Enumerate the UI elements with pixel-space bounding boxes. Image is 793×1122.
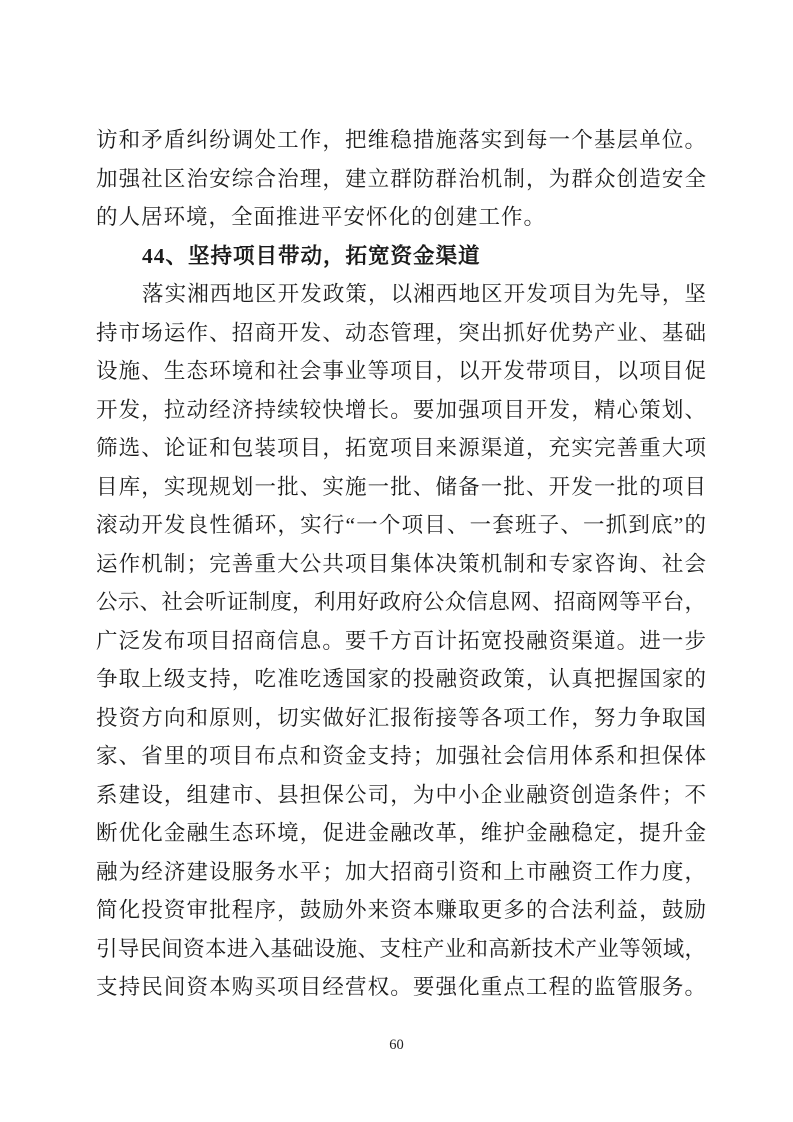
paragraph-line: 引导民间资本进入基础设施、支柱产业和高新技术产业等领域， xyxy=(96,936,706,961)
paragraph-line: 简化投资审批程序，鼓励外来资本赚取更多的合法利益，鼓励 xyxy=(96,898,706,922)
section-heading: 44、坚持项目带动，拓宽资金渠道 xyxy=(142,243,481,268)
paragraph-line: 家、省里的项目布点和资金支持；加强社会信用体系和担保体 xyxy=(96,744,706,768)
paragraph-line: 目库，实现规划一批、实施一批、储备一批、开发一批的项目 xyxy=(96,474,706,499)
paragraph-line: 筛选、论证和包装项目，拓宽项目来源渠道，充实完善重大项 xyxy=(96,436,706,460)
page-number: 60 xyxy=(389,1037,404,1053)
paragraph-line: 的人居环境，全面推进平安怀化的创建工作。 xyxy=(96,205,547,229)
paragraph-line: 运作机制；完善重大公共项目集体决策机制和专家咨询、社会 xyxy=(96,551,706,576)
paragraph-line: 设施、生态环境和社会事业等项目，以开发带项目，以项目促 xyxy=(96,359,706,383)
paragraph-line: 融为经济建设服务水平；加大招商引资和上市融资工作力度， xyxy=(96,859,706,884)
paragraph-line: 持市场运作、招商开发、动态管理，突出抓好优势产业、基础 xyxy=(96,320,706,345)
paragraph-line: 加强社区治安综合治理，建立群防群治机制，为群众创造安全 xyxy=(96,166,706,191)
paragraph-line: 滚动开发良性循环，实行“一个项目、一套班子、一抓到底”的 xyxy=(96,513,706,537)
paragraph-line: 支持民间资本购买项目经营权。要强化重点工程的监管服务。 xyxy=(96,975,706,999)
paragraph-line: 断优化金融生态环境，促进金融改革，维护金融稳定，提升金 xyxy=(96,821,706,845)
paragraph-line: 访和矛盾纠纷调处工作，把维稳措施落实到每一个基层单位。 xyxy=(96,128,706,152)
paragraph-line: 广泛发布项目招商信息。要千方百计拓宽投融资渠道。进一步 xyxy=(96,628,706,653)
paragraph-line: 系建设，组建市、县担保公司，为中小企业融资创造条件；不 xyxy=(96,782,706,807)
paragraph-line: 落实湘西地区开发政策，以湘西地区开发项目为先导，坚 xyxy=(142,282,706,306)
paragraph-line: 争取上级支持，吃准吃透国家的投融资政策，认真把握国家的 xyxy=(96,667,706,691)
text-column xyxy=(96,121,706,1007)
paragraph-line: 开发，拉动经济持续较快增长。要加强项目开发，精心策划、 xyxy=(96,397,706,422)
paragraph-line: 投资方向和原则，切实做好汇报衔接等各项工作，努力争取国 xyxy=(96,705,706,730)
paragraph-line: 公示、社会听证制度，利用好政府公众信息网、招商网等平台， xyxy=(96,590,706,614)
